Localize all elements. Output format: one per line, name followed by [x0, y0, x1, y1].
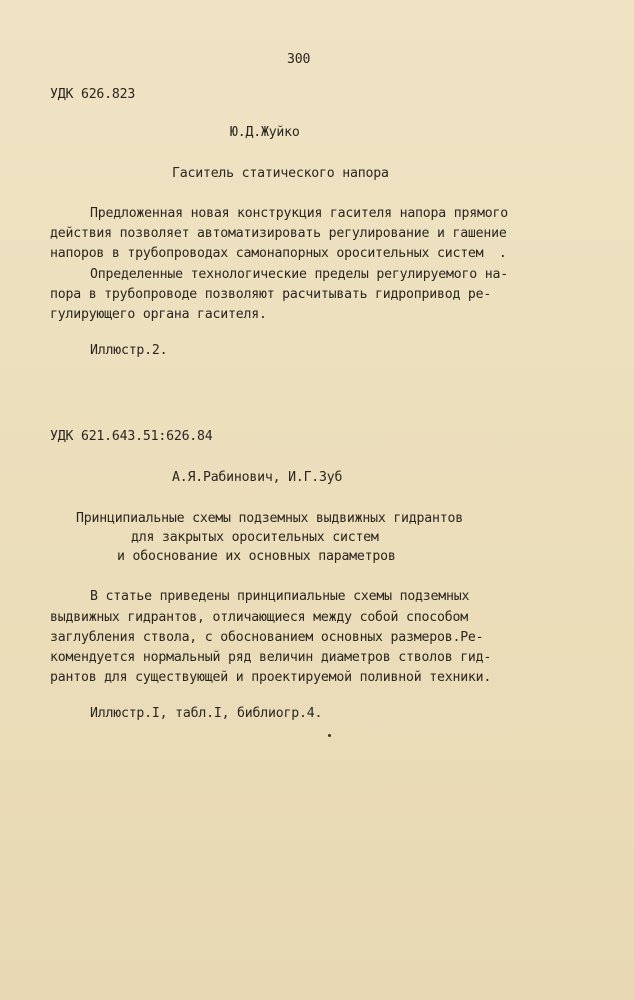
article-2-udk: УДК 621.643.51:626.84	[50, 429, 213, 444]
article-1-abstract-line: Определенные технологические пределы регулируемого на-	[90, 267, 508, 282]
article-1-abstract-line: Предложенная новая конструкция гасителя напора прямого	[90, 206, 508, 221]
article-2-title-line: и обоснование их основных параметров	[117, 549, 396, 564]
article-1-illustrations: Иллюстр.2.	[90, 343, 168, 358]
article-1-authors: Ю.Д.Жуйко	[230, 125, 300, 140]
article-2-abstract-line: выдвижных гидрантов, отличающиеся между собой способом	[50, 610, 468, 625]
article-2-title-line: для закрытых оросительных систем	[131, 530, 379, 545]
article-1-udk: УДК 626.823	[50, 87, 136, 102]
article-2-title-line: Принципиальные схемы подземных выдвижных гидрантов	[76, 511, 463, 526]
page-number: 300	[287, 52, 311, 67]
article-1-title: Гаситель статического напора	[172, 166, 389, 181]
article-2-abstract-line: комендуется нормальный ряд величин диаметров стволов гид-	[50, 650, 492, 665]
article-1-abstract-line: гулирующего органа гасителя.	[50, 307, 267, 322]
article-2-illustrations: Иллюстр.I, табл.I, библиогр.4.	[90, 706, 323, 721]
article-2-authors: А.Я.Рабинович, И.Г.Зуб	[172, 470, 343, 485]
ink-speck	[328, 734, 331, 737]
article-1-abstract-line: напоров в трубопроводах самонапорных оросительных систем .	[50, 246, 507, 261]
article-2-abstract-line: В статье приведены принципиальные схемы подземных	[90, 589, 470, 604]
article-1-abstract-line: пора в трубопроводе позволяют расчитывать гидропривод ре-	[50, 287, 492, 302]
article-1-abstract-line: действия позволяет автоматизировать регулирование и гашение	[50, 226, 507, 241]
article-2-abstract-line: заглубления ствола, с обоснованием основных размеров.Ре-	[50, 630, 484, 645]
article-2-abstract-line: рантов для существующей и проектируемой поливной техники.	[50, 670, 492, 685]
